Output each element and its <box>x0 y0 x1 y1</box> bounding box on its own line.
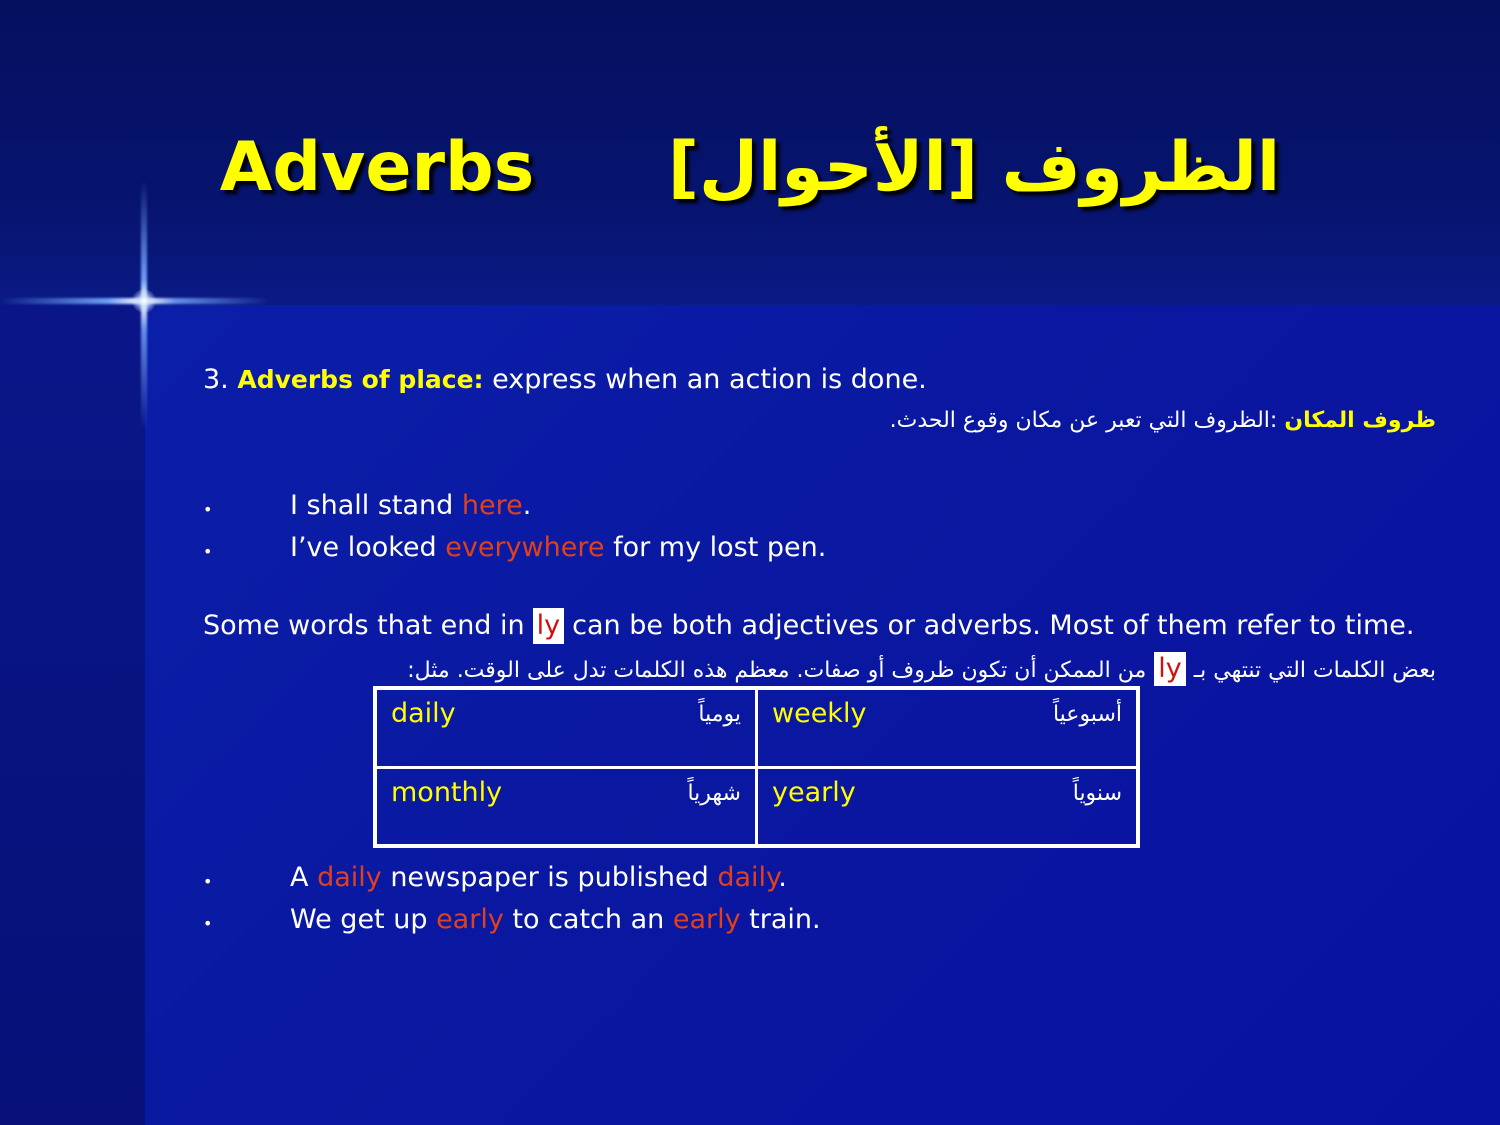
left-band <box>0 305 145 1125</box>
bullet-icon: • <box>203 914 213 933</box>
ly-note-arabic <box>407 652 1436 686</box>
example-text: to catch an <box>503 904 673 935</box>
example-highlight: here <box>461 490 523 521</box>
ly-note <box>203 608 1414 644</box>
section-heading-line <box>203 364 927 395</box>
example-highlight: early <box>436 904 504 935</box>
table-cell <box>375 688 757 767</box>
ly-suffix-box-arabic: ly <box>1154 652 1185 686</box>
example-place-2 <box>290 532 826 563</box>
section-arabic-heading: ظروف المكان <box>1284 408 1436 433</box>
slide-title <box>0 128 1500 207</box>
example-text: A <box>290 862 318 893</box>
light-flare-core <box>132 289 156 313</box>
word-arabic: يومياً <box>698 702 741 727</box>
section-arabic-definition: :الظروف التي تعبر عن مكان وقوع الحدث. <box>889 408 1278 433</box>
table-cell <box>757 688 1139 767</box>
table-row <box>375 688 1138 767</box>
example-text: . <box>778 862 787 893</box>
example-ly-1 <box>290 862 787 893</box>
section-number: 3. <box>203 364 229 395</box>
word-english: weekly <box>772 698 867 729</box>
table-cell <box>757 767 1139 846</box>
example-text: for my lost pen. <box>604 532 827 563</box>
ly-words-table <box>373 686 1140 848</box>
example-text: We get up <box>290 904 437 935</box>
word-arabic: شهرياً <box>687 780 741 806</box>
bullet-icon: • <box>203 500 213 519</box>
ly-suffix-box: ly <box>533 608 564 644</box>
example-place-1 <box>290 490 531 521</box>
bullet-icon: • <box>203 872 213 891</box>
title-english: Adverbs <box>219 128 535 207</box>
section-heading: Adverbs of place: <box>237 365 484 394</box>
section-arabic-line <box>890 408 1436 433</box>
example-highlight: daily <box>717 862 779 893</box>
example-text: I’ve looked <box>290 532 446 563</box>
example-text: train. <box>740 904 821 935</box>
example-ly-2 <box>290 904 821 935</box>
ly-note-post: can be both adjectives or adverbs. Most of them refer to time. <box>572 610 1415 641</box>
ly-note-arabic-post: من الممكن أن تكون ظروف أو صفات. معظم هذه الكلمات تدل على الوقت. مثل: <box>407 658 1147 683</box>
word-english: yearly <box>772 776 856 808</box>
example-text: newspaper is published <box>381 862 718 893</box>
word-english: monthly <box>391 776 503 808</box>
table-row <box>375 767 1138 846</box>
ly-note-arabic-pre: بعض الكلمات التي تنتهي بـ <box>1193 658 1436 683</box>
bullet-icon: • <box>203 542 213 561</box>
title-arabic: الظروف [الأحوال] <box>667 128 1281 207</box>
word-arabic: سنوياً <box>1072 780 1122 806</box>
example-highlight: early <box>672 904 741 935</box>
ly-note-pre: Some words that end in <box>203 610 525 641</box>
example-highlight: daily <box>317 862 382 893</box>
word-english: daily <box>391 698 456 729</box>
word-arabic: أسبوعياً <box>1052 702 1122 727</box>
example-text: . <box>522 490 532 521</box>
example-text: I shall stand <box>290 490 462 521</box>
section-definition: express when an action is done. <box>492 364 927 395</box>
table-cell <box>375 767 757 846</box>
example-highlight: everywhere <box>445 532 605 563</box>
